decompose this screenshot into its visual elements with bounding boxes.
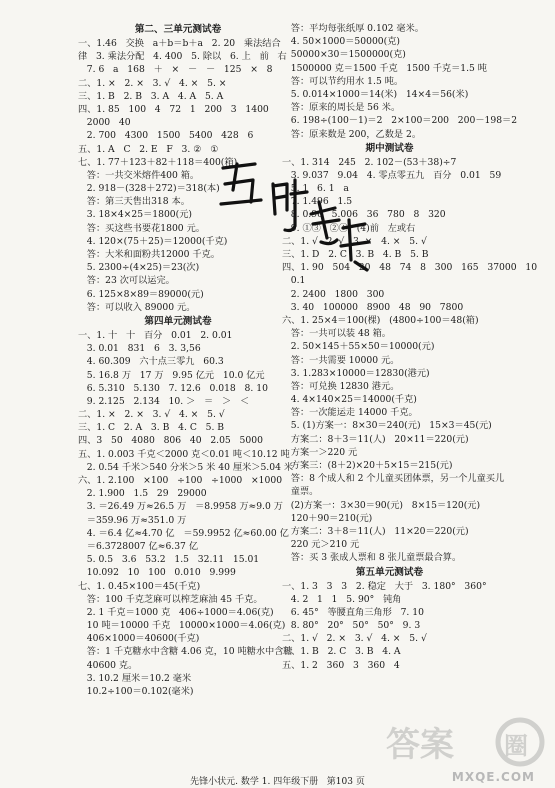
answer-line: 5. 0.5 3.6 53.2 1.5 32.11 15.01 [78, 554, 260, 566]
answer-line: 2. 700 4300 1500 5400 428 6 [78, 130, 254, 142]
answer-line: 二、1. √ 2. × 3. √ 4. × 5. √ [282, 633, 427, 645]
answer-line: 2. 2400 1800 300 [282, 288, 385, 300]
handwritten-annotation [215, 150, 375, 280]
answer-line: 2. 50×145＋55×50＝10000(元) [282, 341, 435, 353]
answer-line: 方案三：(8＋2)×20＋5×15＝215(元) [282, 460, 453, 471]
answer-line: 律 3. 乘法分配 4. 400 5. 除以 6. 上 前 右 [78, 51, 287, 63]
answer-line: 2000 40 [78, 117, 131, 129]
answer-line: 七、1. 77＋123＋82＋118＝400(箱) [78, 156, 238, 168]
answer-line: 10 吨＝10000 千克 10000×1000＝4.06(克) [78, 620, 286, 632]
answer-line: 六、1. 25×4＝100(棵) (4800÷100＝48(箱) [282, 314, 479, 326]
answer-line: 答：原来的周长是 56 米。 [282, 102, 401, 114]
answer-line: 三、1. D 2. C 3. B 4. B 5. B [282, 249, 429, 260]
answer-line: 5. 0.014×1000＝14(米) 14×4＝56(米) [282, 88, 469, 100]
answer-line: ＝359.96 万≈351.0 万 [78, 514, 187, 526]
answer-line: 答：平均每张纸厚 0.102 毫米。 [282, 23, 424, 34]
answer-line: 答：一共可以装 48 箱。 [282, 328, 391, 340]
section-title: 第二、三单元测试卷 [134, 24, 222, 35]
answer-line: 1500000 克＝1500 千克 1500 千克＝1.5 吨 [282, 62, 487, 74]
watermark-logo [382, 714, 547, 774]
answer-line: 五、1. A C 2. E F 3. ② ① [78, 143, 219, 155]
answer-line: 5. (1)方案一：8×30＝240(元) 15×3＝45(元) [282, 420, 492, 432]
answer-line: 3. 40 100000 8900 48 90 7800 [282, 301, 464, 313]
answer-line: 三、1. C 2. A 3. B 4. C 5. B [78, 422, 225, 434]
answer-line: 方案一＞220 元 [282, 446, 358, 458]
answer-line: 3. 0.01 831 6 3. 3,56 [78, 343, 201, 355]
answer-line: (2)方案一：3×30＝90(元) 8×15＝120(元) [282, 499, 481, 511]
answer-line: 3. 10.2 厘米＝10.2 毫米 [78, 672, 192, 684]
answer-line: 答：买 3 张成人票和 8 张儿童票最合算。 [282, 552, 462, 564]
answer-line: 4. 50×1000＝50000(克) [282, 36, 400, 48]
answer-line: 答：23 次可以运完。 [78, 275, 175, 287]
answer-line: 5. 2300÷(4×25)＝23(次) [78, 262, 200, 274]
svg-text:答案: 答案 [386, 725, 454, 765]
answer-line: 4. 4×140×25＝14000(千克) [282, 394, 417, 406]
answer-line: 答：一共交米熔件400 箱。 [78, 169, 200, 181]
answer-line: 5. 1 6. 1 a [282, 183, 349, 195]
answer-line: 6. 125×8×89＝89000(元) [78, 288, 204, 300]
answer-line: 4. 2 1 1 5. 90° 钝角 [282, 593, 402, 605]
answer-line: 二、1. √ 2. √ 3. × 4. × 5. √ [282, 235, 427, 247]
answer-line: ＝6.3728007 亿≈6.37 亿 [78, 540, 199, 552]
answer-line: 方案二：3＋8＝11(人) 11×20＝220(元) [282, 525, 469, 537]
answer-line: 4. 60.309 六十点三零九 60.3 [78, 356, 224, 368]
answer-line: 120＋90＝210(元) [282, 512, 373, 524]
answer-line: 6. 198÷(100－1)＝2 2×100＝200 200－198＝2 [282, 115, 518, 127]
answer-line: 8. 80° 20° 50° 50° 9. 3 [282, 620, 421, 632]
answer-line: 6. 45° 等腰直角三角形 7. 10 [282, 606, 424, 618]
answer-line: 三、1. B 2. B 3. A 4. A 5. A [78, 90, 224, 102]
answer-line: 一、1.46 交换 a＋b＝b＋a 2. 20 乘法结合 [78, 38, 281, 49]
answer-line: 方案二：8＋3＝11(人) 20×11＝220(元) [282, 433, 469, 445]
answer-line: 9. 2.125 2.134 10. ＞ ＝ ＞ ＜ [78, 395, 250, 407]
section-title: 期中测试卷 [365, 142, 414, 154]
answer-line: 答：一次能运走 14000 千克。 [282, 407, 418, 419]
answer-line: 0.1 [282, 275, 306, 287]
answer-line: 2. 0.54 千米＞540 分米＞5 米 40 厘米＞5.04 米 [78, 461, 294, 473]
answer-line: 答：大米和面粉共12000 千克。 [78, 249, 220, 260]
answer-line: 五、1. 2 360 3 360 4 [282, 659, 400, 671]
watermark-url: MXQE.COM [451, 770, 535, 784]
answer-line: 四、3 50 4080 806 40 2.05 5000 [78, 435, 263, 447]
answer-line: 童票。 [282, 486, 319, 498]
answer-line: 2. 918－(328＋272)＝318(本) [78, 183, 220, 195]
answer-line: 3. 1.283×10000＝12830(港元) [282, 367, 430, 379]
answer-line: 3. 18×4×25＝1800(元) [78, 209, 192, 221]
answer-line: 2. 1.900 1.5 29 29000 [78, 488, 207, 500]
left-column [78, 22, 294, 698]
answer-line: 50000×30＝1500000(克) [282, 49, 406, 61]
answer-line: 220 元＞210 元 [282, 539, 360, 551]
answer-line: 二、1. × 2. × 3. √ 4. × 5. × [78, 77, 227, 89]
answer-line: 答：一共需要 10000 元。 [282, 354, 400, 366]
answer-line: 答：可以收入 89000 元。 [78, 301, 196, 313]
answer-line: 一、1. 十 十 百分 0.01 2. 0.01 [78, 329, 233, 341]
answer-line: 答：原来数是 200，乙数是 2。 [282, 128, 422, 140]
answer-line: 5. 16.8 万 17 万 9.95 亿元 10.0 亿元 [78, 369, 265, 381]
section-title: 第五单元测试卷 [355, 566, 424, 578]
section-title: 第四单元测试卷 [144, 315, 212, 327]
answer-line: 2. 1 千克＝1000 克 406÷1000＝4.06(克) [78, 606, 274, 618]
answer-line: 六、1. 2.100 ×100 ÷100 ÷1000 ×1000 [78, 475, 283, 486]
answer-line: 3. ＝26.49 万≈26.5 万 ＝8.9958 万≈9.0 万 [78, 501, 283, 513]
answer-line: 7. 6 a 168 ＋ × － － 125 × 8 [78, 64, 273, 76]
answer-line: 答：1 千克糖水中含糖 4.06 克，10 吨糖水中含糖 [78, 646, 293, 658]
answer-line: 4. 120×(75＋25)＝12000(千克) [78, 235, 228, 247]
page-footer: 先锋小状元. 数学 1. 四年级下册 第103 页 [190, 777, 365, 787]
answer-line: 10.2÷100＝0.102(毫米) [78, 686, 194, 697]
answer-line: 7. 1.496 1.5 [282, 196, 353, 208]
answer-line: 一、1. 3 3 3 2. 稳定 大于 3. 180° 360° [282, 580, 487, 592]
answer-line: 10.092 10 100 0.010 9.999 [78, 567, 236, 579]
answer-line: 答：可兑换 12830 港元。 [282, 380, 400, 392]
answer-line: 4. ＝6.4 亿≈4.70 亿 ＝59.9952 亿≈60.00 亿 [78, 527, 289, 539]
answer-line: 答：可以节约用水 1.5 吨。 [282, 75, 404, 87]
answer-line: 答：第三天售出318 本。 [78, 196, 190, 208]
answer-line: 五、1. 0.003 千克＜2000 克＜0.01 吨＜10.12 吨 [78, 448, 290, 460]
answer-line: 二、1. × 2. × 3. √ 4. × 5. √ [78, 409, 225, 421]
answer-line: 一、1. 314 245 2. 102－(53＋38)÷7 [282, 156, 457, 168]
svg-text:圈: 圈 [504, 732, 528, 760]
answer-line: 四、1. 85 100 4 72 1 200 3 1400 [78, 103, 269, 115]
answer-line: 6. 5.310 5.130 7. 12.6 0.018 8. 10 [78, 382, 268, 394]
answer-line: 三、1. B 2. C 3. B 4. A [282, 646, 401, 658]
answer-line: 40600 克。 [78, 659, 138, 671]
answer-line: 答：买这些书要花1800 元。 [78, 222, 205, 234]
answer-line: 8. 0.96 5.006 36 780 8 320 [282, 209, 446, 221]
answer-line: 3. 9.037 9.04 4. 零点零五九 百分 0.01 59 [282, 169, 502, 181]
answer-line: 七、1. 0.45×100＝45(千克) [78, 580, 201, 592]
answer-line: 答：100 千克芝麻可以榨芝麻油 45 千克。 [78, 593, 263, 605]
answer-line: 答：8 个成人和 2 个儿童买团体票，另一个儿童买儿 [282, 473, 505, 485]
answer-line: 406×1000＝40600(千克) [78, 633, 200, 645]
answer-line: 9. ①③ ②④ (4)前 左或右 [282, 222, 416, 234]
right-column [282, 22, 538, 672]
answer-line: 四、1. 90 504 20 48 74 8 300 165 37000 10 [282, 262, 538, 274]
